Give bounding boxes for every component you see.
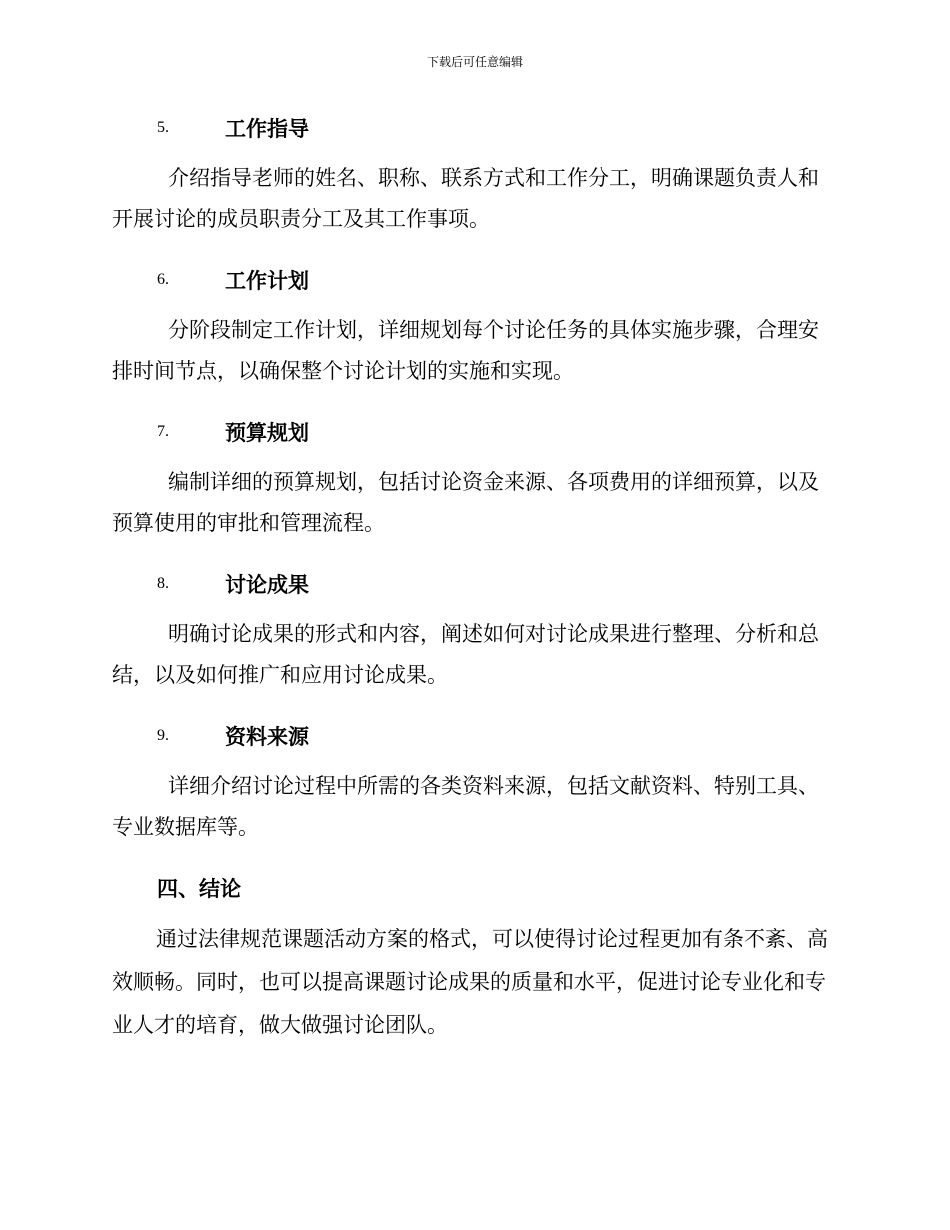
section-number: 9. bbox=[157, 727, 169, 744]
section-budget-plan bbox=[112, 412, 838, 544]
section-number: 6. bbox=[157, 271, 169, 288]
conclusion-heading: 四、结论 bbox=[157, 877, 241, 901]
conclusion-section bbox=[112, 868, 838, 1047]
section-heading bbox=[112, 564, 838, 604]
section-title: 资料来源 bbox=[225, 725, 309, 749]
section-discussion-results bbox=[112, 564, 838, 696]
section-title: 工作计划 bbox=[225, 269, 309, 293]
section-body: 详细介绍讨论过程中所需的各类资料来源，包括文献资料、特别工具、专业数据库等。 bbox=[112, 774, 819, 839]
section-work-guidance bbox=[112, 108, 838, 240]
section-body: 明确讨论成果的形式和内容，阐述如何对讨论成果进行整理、分析和总结，以及如何推广和应用讨论成果。 bbox=[112, 622, 819, 687]
section-body: 分阶段制定工作计划，详细规划每个讨论任务的具体实施步骤，合理安排时间节点，以确保整个讨论计划的实施和实现。 bbox=[112, 318, 819, 383]
section-heading bbox=[112, 260, 838, 300]
section-title: 讨论成果 bbox=[225, 573, 309, 597]
section-data-sources bbox=[112, 716, 838, 848]
section-body: 编制详细的预算规划，包括讨论资金来源、各项费用的详细预算，以及预算使用的审批和管理流程。 bbox=[112, 470, 819, 535]
document-content bbox=[112, 108, 838, 1047]
section-heading bbox=[112, 108, 838, 148]
section-number: 5. bbox=[157, 119, 169, 136]
section-heading bbox=[112, 412, 838, 452]
page-header: 下载后可任意编辑 bbox=[426, 55, 523, 69]
conclusion-body: 通过法律规范课题活动方案的格式，可以使得讨论过程更加有条不紊、高效顺畅。同时，也可以提高课题讨论成果的质量和水平，促进讨论专业化和专业人才的培育，做大做强讨论团队。 bbox=[112, 927, 828, 1037]
section-number: 8. bbox=[157, 575, 169, 592]
section-work-plan bbox=[112, 260, 838, 392]
section-title: 工作指导 bbox=[225, 117, 309, 141]
section-number: 7. bbox=[157, 423, 169, 440]
section-heading bbox=[112, 716, 838, 756]
section-title: 预算规划 bbox=[225, 421, 309, 445]
section-body: 介绍指导老师的姓名、职称、联系方式和工作分工，明确课题负责人和开展讨论的成员职责分工及其工作事项。 bbox=[112, 166, 819, 231]
